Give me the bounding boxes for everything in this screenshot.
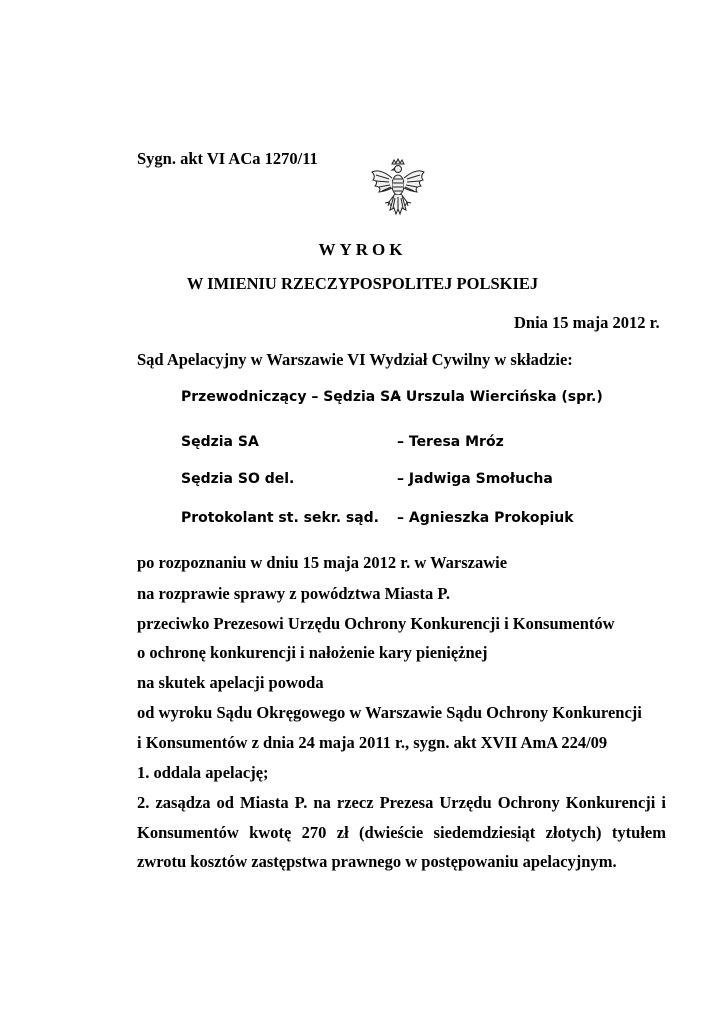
ruling-item-2-line: 2. zasądza od Miasta P. na rzecz Prezesa Urzędu Ochrony Konkurencji i [137,793,666,812]
panel-role: Sędzia SO del. [181,471,295,487]
body-line: o ochronę konkurencji i nałożenie kary pieniężnej [137,643,488,662]
ruling-item-1: 1. oddala apelację; [137,763,269,782]
body-line: po rozpoznaniu w dniu 15 maja 2012 r. w Warszawie [137,553,508,572]
ruling-item-2-line: Konsumentów kwotę 270 zł (dwieście siedemdziesiąt złotych) tytułem [137,823,666,842]
panel-name: – Teresa Mróz [397,434,504,450]
body-line: i Konsumentów z dnia 24 maja 2011 r., sygn. akt XVII AmA 224/09 [137,733,608,752]
judgment-title: WYROK [318,240,407,259]
judgment-subtitle: W IMIENIU RZECZYPOSPOLITEJ POLSKIEJ [186,274,539,293]
panel-role: Przewodniczący – Sędzia SA [181,389,402,405]
polish-eagle-emblem-icon [370,158,426,220]
court-composition: Sąd Apelacyjny w Warszawie VI Wydział Cywilny w składzie: [137,350,573,369]
panel-role: Sędzia SA [181,434,259,450]
ruling-item-2-line: zwrotu kosztów zastępstwa prawnego w postępowaniu apelacyjnym. [137,852,617,871]
body-line: na rozprawie sprawy z powództwa Miasta P. [137,584,451,603]
panel-name: – Urszula Wiercińska (spr.) [394,389,603,405]
body-line: na skutek apelacji powoda [137,673,324,692]
judgment-date: Dnia 15 maja 2012 r. [514,313,660,332]
panel-name: – Agnieszka Prokopiuk [397,510,574,526]
panel-role: Protokolant st. sekr. sąd. [181,510,380,526]
body-line: od wyroku Sądu Okręgowego w Warszawie Sądu Ochrony Konkurencji [137,703,642,722]
body-line: przeciwko Prezesowi Urzędu Ochrony Konkurencji i Konsumentów [137,614,615,633]
panel-name: – Jadwiga Smołucha [397,471,553,487]
case-number: Sygn. akt VI ACa 1270/11 [137,149,318,168]
